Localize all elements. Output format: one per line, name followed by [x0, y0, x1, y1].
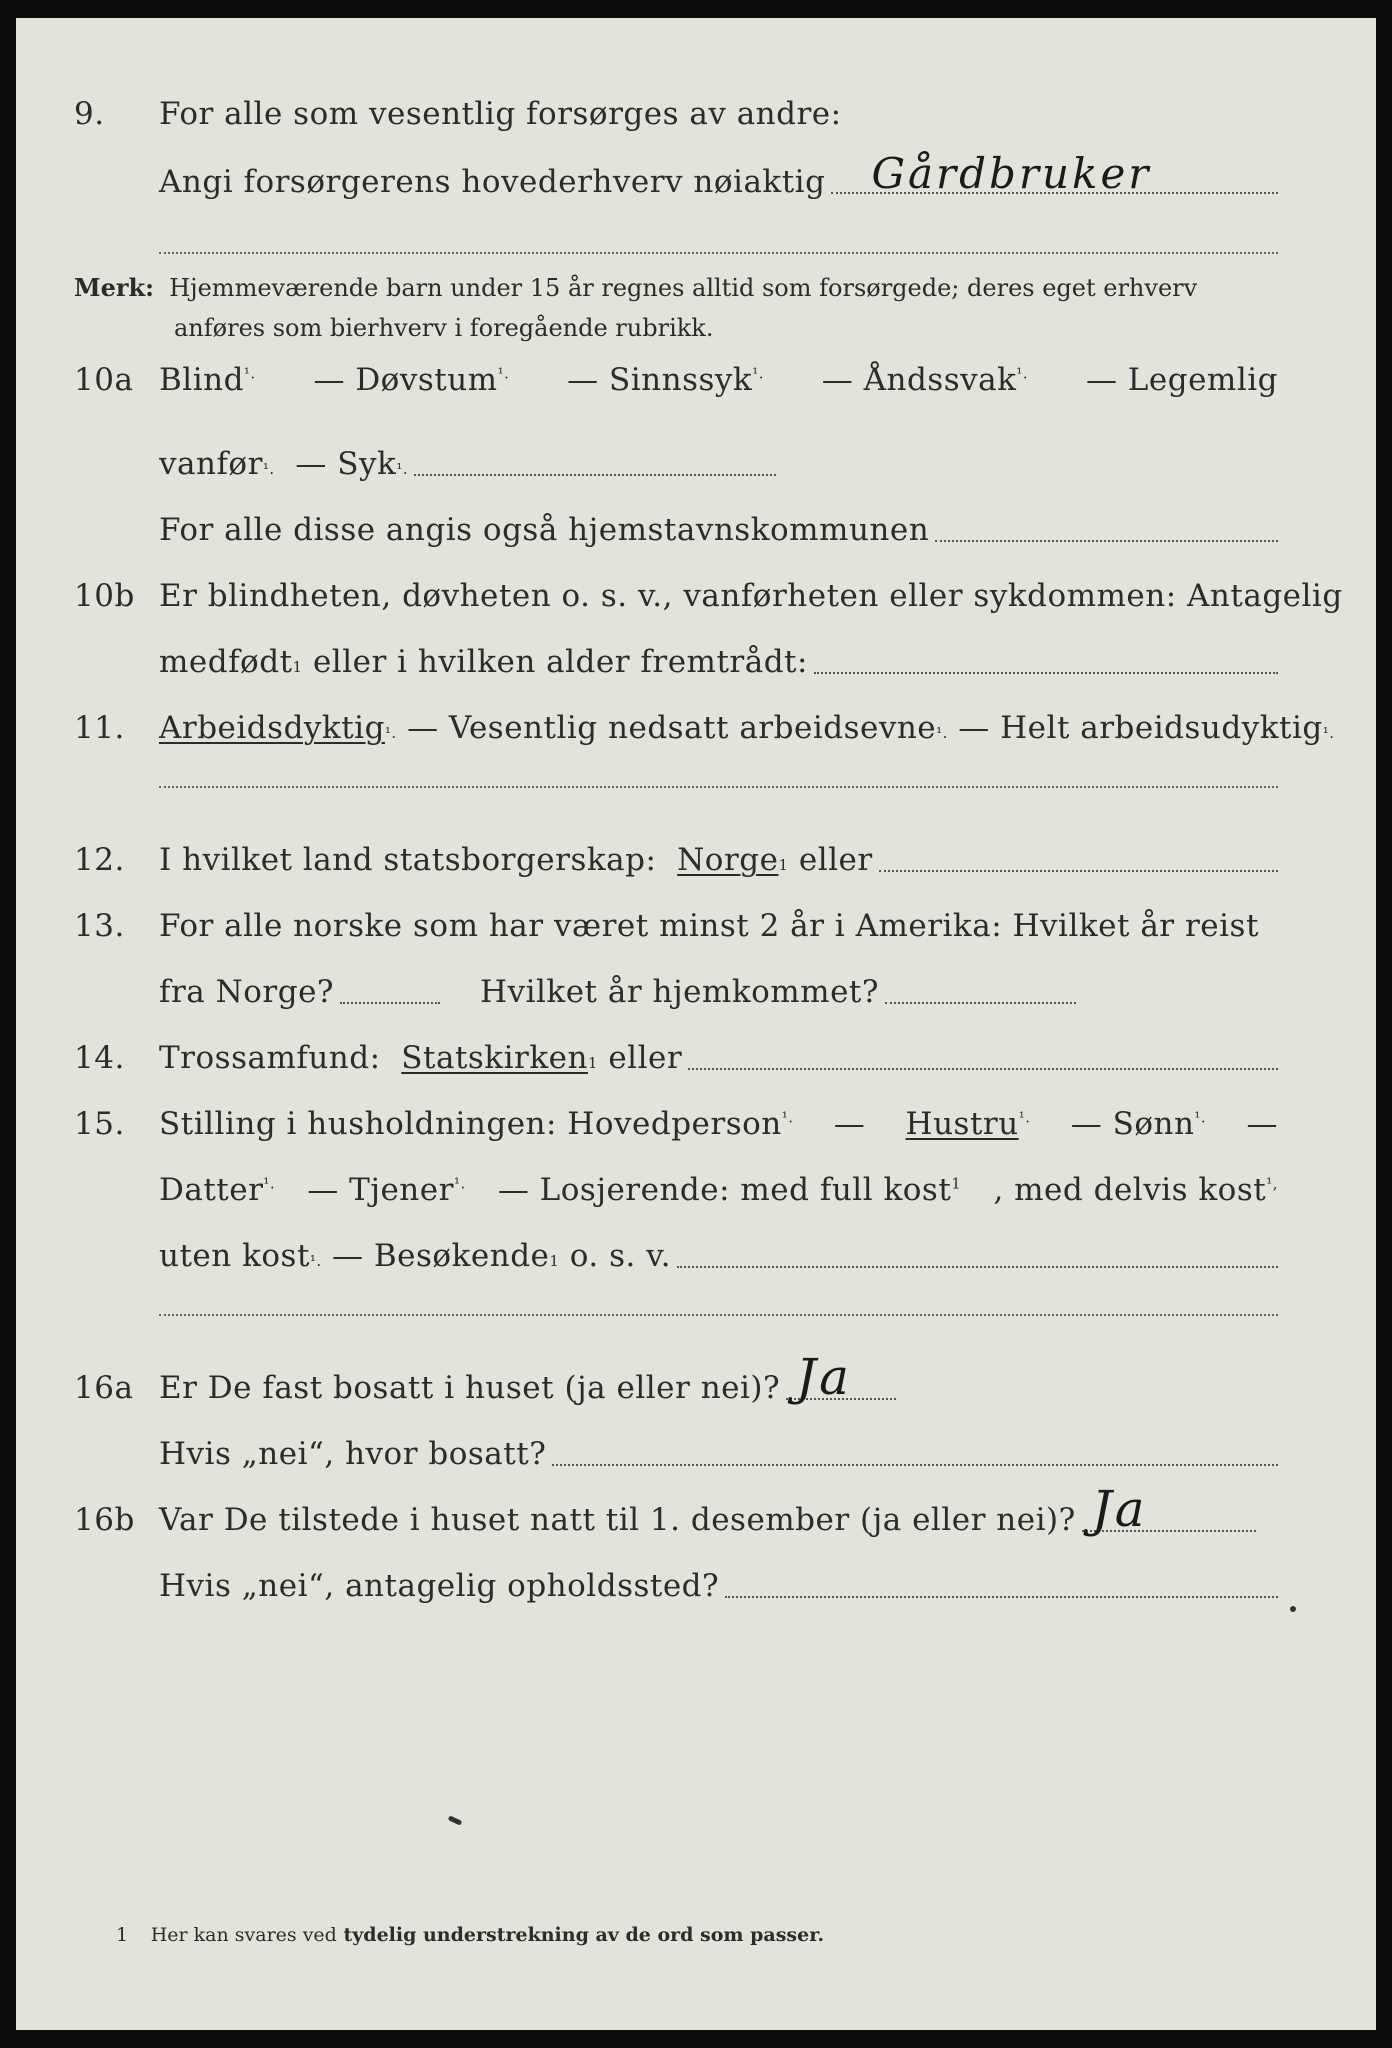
question-15-line-3: uten kost ¹. — Besøkende 1 o. s. v.	[16, 1238, 1376, 1288]
question-text: Er De fast bosatt i huset (ja eller nei)?	[159, 1370, 781, 1406]
question-number: 16b	[74, 1502, 135, 1538]
answer-line[interactable]	[1082, 1480, 1256, 1538]
answer-line[interactable]	[786, 1348, 896, 1406]
answer-line[interactable]	[340, 1002, 440, 1004]
question-13-line-2	[16, 974, 1376, 1024]
option-udyktig[interactable]: — Helt arbeidsudyktig	[958, 710, 1323, 746]
answer-line[interactable]	[688, 1068, 1278, 1070]
question-number: 12.	[74, 842, 125, 878]
question-number: 10a	[74, 362, 134, 398]
option-sinnssyk[interactable]: — Sinnssyk	[567, 362, 753, 398]
question-15: 15. Stilling i husholdningen: Hovedperson$^{^1.}$ — Hustru$^{^1.}$ — Sønn$^{^1.}$ —	[74, 1106, 1278, 1142]
option-nedsatt[interactable]: — Vesentlig nedsatt arbeidsevne	[407, 710, 937, 746]
answer-line[interactable]	[552, 1464, 1278, 1466]
question-text: Hvis „nei“, antagelig opholdssted?	[159, 1568, 720, 1604]
question-14: 14. Trossamfund: Statskirken 1 eller	[16, 1040, 1376, 1090]
handwritten-answer: Ja	[1091, 1480, 1148, 1538]
question-text: Hvilket år hjemkommet?	[480, 974, 880, 1010]
ink-speck	[1290, 1606, 1296, 1612]
question-10a-line-3	[16, 512, 1376, 562]
option-medfodt[interactable]: medfødt	[159, 644, 293, 680]
handwritten-answer: Gårdbruker	[871, 149, 1152, 198]
question-13	[16, 908, 1376, 958]
handwritten-answer: Ja	[796, 1348, 852, 1406]
option-dovstum[interactable]: — Døvstum	[313, 362, 498, 398]
question-text: For alle disse angis også hjemstavnskommunen	[159, 512, 930, 548]
option-arbeidsdyktig[interactable]: Arbeidsdyktig	[159, 710, 385, 746]
note-label: Merk:	[74, 273, 154, 302]
answer-line[interactable]	[814, 672, 1278, 674]
question-16b-line-2	[16, 1568, 1376, 1618]
option-besokende[interactable]: — Besøkende	[332, 1238, 550, 1274]
footnote	[116, 1924, 824, 1946]
option-hustru[interactable]: Hustru	[905, 1106, 1019, 1142]
answer-line[interactable]	[935, 540, 1278, 542]
dotted-line	[159, 252, 1278, 254]
answer-line[interactable]	[414, 474, 776, 476]
question-text: Var De tilstede i huset natt til 1. desember (ja eller nei)?	[159, 1502, 1076, 1538]
answer-line[interactable]	[885, 1002, 1076, 1004]
option-delvis-kost[interactable]: , med delvis kost	[993, 1172, 1267, 1208]
question-text: Hvis „nei“, hvor bosatt?	[159, 1436, 547, 1472]
question-number: 13.	[74, 908, 125, 944]
question-10b	[16, 578, 1376, 628]
question-text: For alle norske som har været minst 2 år i Amerika: Hvilket år reist	[159, 908, 1259, 944]
answer-line[interactable]	[879, 870, 1278, 872]
dotted-line	[159, 1314, 1278, 1316]
option-sonn[interactable]: — Sønn	[1070, 1106, 1195, 1142]
question-text: eller	[608, 1040, 683, 1076]
option-syk[interactable]: — Syk	[295, 446, 397, 482]
separator: —	[833, 1106, 866, 1142]
option-statskirken[interactable]: Statskirken	[401, 1040, 588, 1076]
option-vanfor[interactable]: vanfør	[159, 446, 263, 482]
option-norge[interactable]: Norge	[677, 842, 779, 878]
question-10b-line-2: medfødt 1 eller i hvilken alder fremtrådt:	[16, 644, 1376, 694]
option-uten-kost[interactable]: uten kost	[159, 1238, 310, 1274]
question-number: 11.	[74, 710, 125, 746]
question-number: 14.	[74, 1040, 125, 1076]
option-hovedperson[interactable]: Stilling i husholdningen: Hovedperson	[159, 1106, 782, 1142]
question-text: I hvilket land statsborgerskap:	[159, 842, 657, 878]
question-11: 11. Arbeidsdyktig ¹. — Vesentlig nedsatt arbeidsevne ¹. — Helt arbeidsudyktig ¹.	[74, 710, 1335, 746]
separator: —	[1246, 1106, 1278, 1142]
question-number: 10b	[74, 578, 135, 614]
note	[74, 268, 1278, 348]
option-full-kost[interactable]: — Losjerende: med full kost	[497, 1172, 952, 1208]
question-10a: 10a Blind$^{^1.}$ — Døvstum$^{^1.}$ — Sinnssyk$^{^1.}$ — Åndssvak$^{^1.}$ — Legemlig	[74, 362, 1278, 398]
question-9	[16, 96, 1376, 146]
question-text: eller	[798, 842, 873, 878]
question-text: Angi forsørgerens hovederhverv nøiaktig	[159, 164, 826, 200]
answer-line[interactable]	[831, 149, 1278, 198]
question-number: 15.	[74, 1106, 125, 1142]
question-12: 12. I hvilket land statsborgerskap: Norge 1 eller	[16, 842, 1376, 892]
question-16b	[16, 1480, 1376, 1552]
footnote-text: tydelig understrekning av de ord som passer.	[343, 1924, 825, 1946]
option-blind[interactable]: Blind	[159, 362, 244, 398]
question-text: eller i hvilken alder fremtrådt:	[312, 644, 808, 680]
question-16a	[16, 1348, 1376, 1420]
question-16a-line-2	[16, 1436, 1376, 1486]
question-text: o. s. v.	[569, 1238, 671, 1274]
question-text: For alle som vesentlig forsørges av andre:	[159, 96, 842, 132]
answer-line[interactable]	[677, 1266, 1278, 1268]
dotted-line	[159, 786, 1278, 788]
question-number: 9.	[74, 96, 105, 132]
question-15-line-2: Datter$^{^1.}$ — Tjener$^{^1.}$ — Losjerende: med full kost$^1$ , med delvis kost$^{^1,}$	[159, 1172, 1278, 1208]
note-text: anføres som bierhverv i foregående rubrikk.	[174, 314, 714, 342]
option-legemlig[interactable]: — Legemlig	[1085, 362, 1278, 398]
option-tjener[interactable]: — Tjener	[307, 1172, 454, 1208]
question-text: fra Norge?	[159, 974, 335, 1010]
question-9-line-2	[16, 149, 1376, 214]
census-form-page	[16, 18, 1376, 2030]
question-number: 16a	[74, 1370, 134, 1406]
question-text: Trossamfund:	[159, 1040, 381, 1076]
option-andssvak[interactable]: — Åndssvak	[821, 362, 1017, 398]
question-10a-line-2: vanfør ¹. — Syk ¹.	[16, 446, 1376, 496]
ink-speck	[448, 1815, 463, 1825]
question-text: Er blindheten, døvheten o. s. v., vanførheten eller sykdommen: Antagelig	[159, 578, 1343, 614]
footnote-text: Her kan svares ved	[150, 1924, 337, 1946]
option-datter[interactable]: Datter	[159, 1172, 264, 1208]
note-text: Hjemmeværende barn under 15 år regnes alltid som forsørgede; deres eget erhverv	[169, 274, 1198, 302]
answer-line[interactable]	[725, 1596, 1278, 1598]
footnote-mark: 1	[116, 1924, 129, 1946]
